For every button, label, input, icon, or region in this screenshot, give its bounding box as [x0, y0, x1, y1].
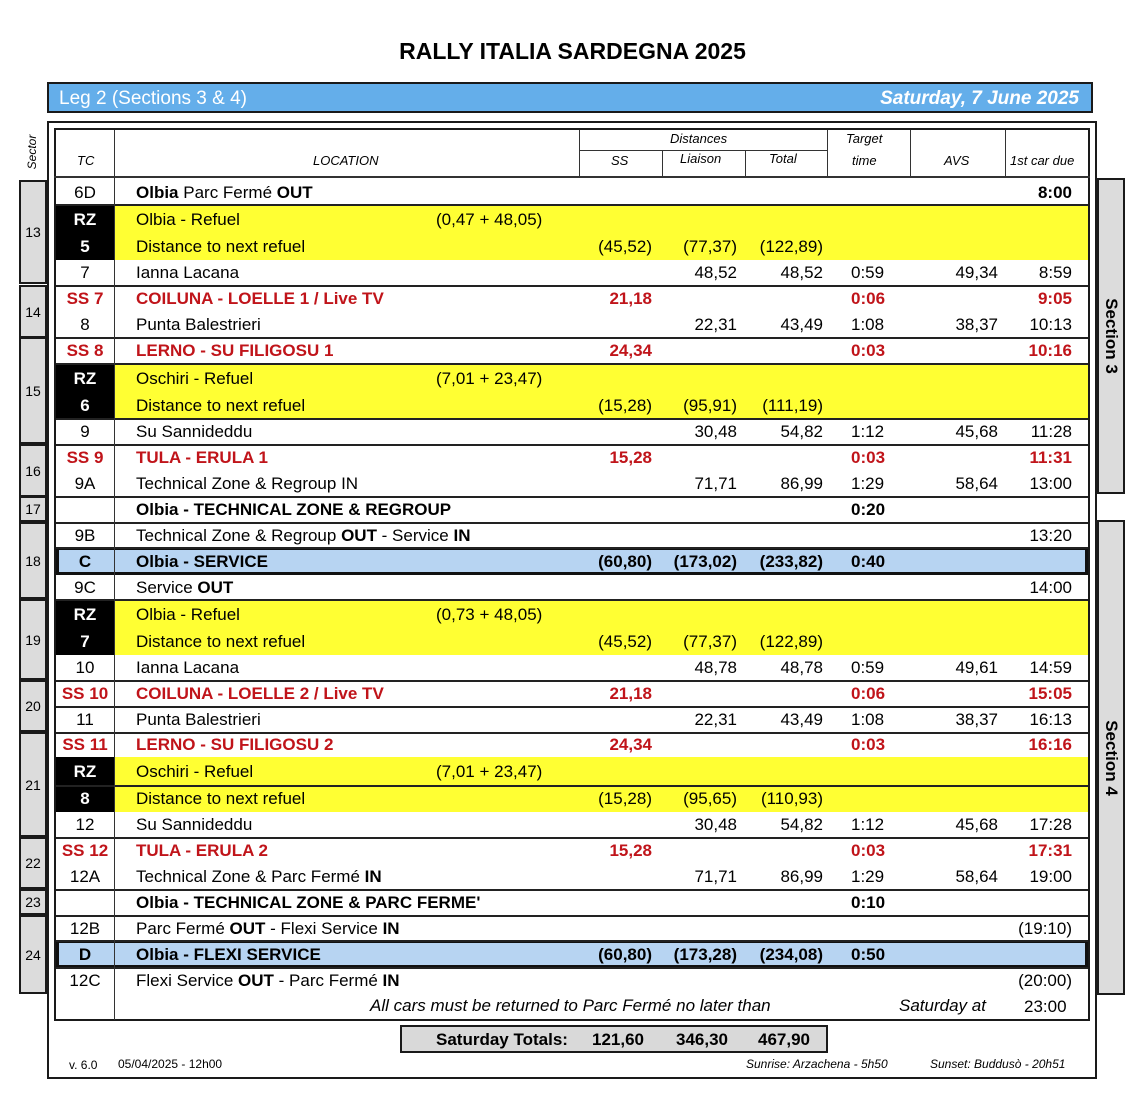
- page-title: RALLY ITALIA SARDEGNA 2025: [399, 38, 746, 64]
- row-location: Olbia - TECHNICAL ZONE & REGROUP: [136, 500, 452, 519]
- row-tc: 12C: [69, 971, 101, 990]
- row-ss: 15,28: [609, 448, 652, 467]
- row-first-car-due: 10:13: [1029, 315, 1072, 334]
- header-distances: Distances: [670, 131, 728, 146]
- row-target-time: 1:12: [851, 815, 885, 834]
- sector-header: Sector: [25, 134, 39, 170]
- row-ss: 21,18: [609, 684, 652, 703]
- row-liaison: (77,37): [683, 237, 737, 256]
- row-first-car-due: 8:00: [1037, 183, 1072, 202]
- row-target-time: 0:40: [851, 551, 886, 571]
- footer-sunrise: Sunrise: Arzachena - 5h50: [746, 1057, 888, 1071]
- header-avs: AVS: [944, 153, 970, 168]
- totals-liaison: 346,30: [676, 1030, 728, 1049]
- row-target-time: 0:06: [851, 289, 886, 308]
- row-location: Olbia - Refuel: [136, 209, 240, 229]
- final-note-text: All cars must be returned to Parc Fermé no later than: [370, 996, 771, 1015]
- row-total: (233,82): [759, 551, 823, 571]
- row-separator: [56, 889, 1088, 891]
- refuel-zone-cell: RZ: [56, 600, 114, 629]
- row-location: Punta Balestrieri: [136, 710, 261, 729]
- row-location: Service OUT: [136, 577, 234, 597]
- row-avs: 58,64: [955, 867, 998, 886]
- row-avs: 49,61: [955, 658, 998, 677]
- row-first-car-due: 11:31: [1029, 448, 1072, 467]
- row-separator: [56, 785, 1088, 787]
- row-separator: [56, 337, 1088, 339]
- row-target-time: 1:29: [851, 867, 885, 886]
- row-liaison: 48,78: [694, 658, 737, 677]
- sector-box: 15: [19, 337, 47, 444]
- leg-date: Saturday, 7 June 2025: [880, 88, 1079, 109]
- row-first-car-due: 13:00: [1029, 474, 1072, 493]
- leg-header-bar: [47, 82, 1093, 113]
- row-ss: (45,52): [598, 632, 652, 651]
- final-note-day: Saturday at: [899, 996, 986, 1015]
- row-tc: 9C: [74, 577, 96, 597]
- row-target-time: 0:50: [851, 944, 886, 964]
- row-avs: 58,64: [955, 474, 998, 493]
- row-tc: 9B: [74, 525, 96, 545]
- row-location: Ianna Lacana: [136, 263, 240, 282]
- totals-ss: 121,60: [592, 1030, 644, 1049]
- row-total: 86,99: [780, 867, 823, 886]
- row-target-time: 1:08: [851, 710, 885, 729]
- row-first-car-due: (19:10): [1018, 918, 1072, 938]
- row-ss: (15,28): [598, 396, 652, 415]
- refuel-highlight: [115, 364, 1088, 393]
- footer-date: 05/04/2025 - 12h00: [118, 1057, 223, 1071]
- sector-box: 13: [19, 180, 47, 284]
- row-first-car-due: 19:00: [1029, 867, 1072, 886]
- row-liaison: 22,31: [694, 315, 737, 334]
- row-first-car-due: 13:20: [1029, 525, 1072, 545]
- row-total: (122,89): [759, 237, 823, 256]
- row-separator: [56, 706, 1088, 708]
- row-location: COILUNA - LOELLE 2 / Live TV: [136, 684, 384, 703]
- sector-box: 14: [19, 285, 47, 338]
- row-separator: [56, 285, 1088, 287]
- row-separator: [56, 599, 1088, 601]
- row-first-car-due: 14:59: [1029, 658, 1072, 677]
- row-location: Distance to next refuel: [136, 237, 306, 256]
- row-ss: 21,18: [609, 289, 652, 308]
- row-total: 48,52: [780, 263, 823, 282]
- row-total: 54,82: [780, 815, 823, 834]
- header-location: LOCATION: [313, 153, 379, 168]
- refuel-highlight: [115, 205, 1088, 234]
- row-tc: 8: [80, 315, 90, 334]
- refuel-distance-note: (0,73 + 48,05): [436, 604, 543, 624]
- row-ss: 15,28: [609, 841, 652, 860]
- header-target: Target: [846, 131, 883, 146]
- totals-label: Saturday Totals:: [436, 1030, 568, 1049]
- row-avs: 45,68: [955, 815, 998, 834]
- row-tc: SS 10: [61, 684, 109, 703]
- row-location: Distance to next refuel: [136, 396, 306, 415]
- sector-box: 17: [19, 496, 47, 522]
- row-separator: [56, 418, 1088, 420]
- row-target-time: 0:59: [851, 263, 885, 282]
- row-avs: 49,34: [955, 263, 998, 282]
- refuel-highlight: [115, 757, 1088, 786]
- footer-version: v. 6.0: [69, 1058, 98, 1072]
- row-location: Olbia - FLEXI SERVICE: [136, 944, 321, 964]
- row-total: 48,78: [780, 658, 823, 677]
- header-ss: SS: [611, 153, 629, 168]
- refuel-zone-cell: 6: [56, 393, 114, 419]
- row-liaison: 71,71: [694, 867, 737, 886]
- row-location: Su Sannideddu: [136, 815, 253, 834]
- row-total: (122,89): [759, 632, 823, 651]
- row-location: Oschiri - Refuel: [136, 761, 254, 781]
- row-first-car-due: 16:13: [1029, 710, 1072, 729]
- row-location: Olbia - Refuel: [136, 604, 240, 624]
- row-target-time: 0:03: [851, 448, 886, 467]
- sector-box: 24: [19, 915, 47, 994]
- sector-box: 18: [19, 522, 47, 599]
- row-tc: 9A: [74, 474, 96, 493]
- row-tc: 11: [76, 710, 94, 729]
- row-total: (234,08): [759, 944, 823, 964]
- sector-box: 23: [19, 889, 47, 915]
- header-first-car: 1st car due: [1010, 153, 1075, 168]
- row-liaison: (95,65): [683, 789, 737, 808]
- row-separator: [56, 547, 1088, 549]
- section-bar: Section 4: [1097, 520, 1125, 995]
- row-liaison: (95,91): [683, 396, 737, 415]
- row-tc: D: [78, 944, 92, 964]
- row-tc: C: [78, 551, 92, 571]
- sector-box: 22: [19, 837, 47, 889]
- row-first-car-due: 16:16: [1028, 735, 1072, 754]
- sector-box: 16: [19, 444, 47, 497]
- refuel-highlight: [115, 600, 1088, 629]
- refuel-distance-note: (0,47 + 48,05): [436, 209, 543, 229]
- row-liaison: (173,28): [673, 944, 737, 964]
- row-separator: [56, 444, 1088, 446]
- row-liaison: (173,02): [673, 551, 737, 571]
- row-first-car-due: 9:05: [1037, 289, 1072, 308]
- row-location: Su Sannideddu: [136, 422, 253, 441]
- row-location: Parc Fermé OUT - Flexi Service IN: [136, 918, 400, 938]
- refuel-distance-note: (7,01 + 23,47): [436, 761, 543, 781]
- sector-box: 21: [19, 732, 47, 837]
- row-ss: 24,34: [609, 735, 652, 754]
- row-location: Distance to next refuel: [136, 789, 306, 808]
- header-tc: TC: [77, 153, 95, 168]
- row-tc: SS 9: [66, 448, 104, 467]
- row-target-time: 1:08: [851, 315, 885, 334]
- row-location: Oschiri - Refuel: [136, 368, 254, 388]
- row-separator: [56, 363, 1088, 365]
- row-total: 54,82: [780, 422, 823, 441]
- row-tc: 9: [80, 422, 90, 441]
- header-liaison: Liaison: [680, 151, 722, 166]
- row-total: 43,49: [780, 315, 823, 334]
- row-location: COILUNA - LOELLE 1 / Live TV: [136, 289, 384, 308]
- row-target-time: 0:59: [851, 658, 885, 677]
- row-target-time: 1:29: [851, 474, 885, 493]
- row-total: (111,19): [762, 396, 823, 415]
- row-liaison: (77,37): [683, 632, 737, 651]
- row-separator: [56, 940, 1088, 942]
- row-location: Olbia - SERVICE: [136, 551, 268, 571]
- row-total: 43,49: [780, 710, 823, 729]
- row-separator: [56, 204, 1088, 206]
- totals-total: 467,90: [758, 1030, 810, 1049]
- row-tc: 10: [75, 658, 95, 677]
- row-tc: SS 8: [66, 341, 104, 360]
- row-location: TULA - ERULA 2: [136, 841, 268, 860]
- row-liaison: 30,48: [694, 815, 737, 834]
- row-location: TULA - ERULA 1: [136, 448, 268, 467]
- row-liaison: 71,71: [694, 474, 737, 493]
- row-avs: 38,37: [955, 710, 998, 729]
- refuel-zone-cell: RZ: [56, 205, 114, 234]
- row-avs: 45,68: [955, 422, 998, 441]
- row-first-car-due: 17:31: [1028, 841, 1072, 860]
- row-target-time: 0:03: [851, 341, 886, 360]
- row-tc: 7: [80, 263, 90, 282]
- refuel-zone-cell: RZ: [56, 757, 114, 786]
- row-ss: (15,28): [598, 789, 652, 808]
- row-first-car-due: (20:00): [1018, 971, 1072, 990]
- final-note-time: 23:00: [1024, 997, 1067, 1016]
- row-first-car-due: 14:00: [1029, 577, 1072, 597]
- row-tc: SS 7: [66, 289, 104, 308]
- row-location: Distance to next refuel: [136, 632, 306, 651]
- row-separator: [56, 837, 1088, 839]
- row-ss: (45,52): [598, 237, 652, 256]
- row-separator: [56, 967, 1088, 969]
- row-separator: [56, 496, 1088, 498]
- sector-box: 20: [19, 680, 47, 732]
- refuel-zone-cell: 5: [56, 234, 114, 260]
- row-total: (110,93): [760, 789, 823, 808]
- row-tc: SS 11: [62, 735, 108, 754]
- row-location: LERNO - SU FILIGOSU 2: [136, 735, 334, 754]
- row-location: LERNO - SU FILIGOSU 1: [136, 341, 334, 360]
- row-location: Ianna Lacana: [136, 658, 240, 677]
- row-liaison: 48,52: [694, 263, 737, 282]
- footer-sunset: Sunset: Buddusò - 20h51: [930, 1057, 1066, 1071]
- leg-label: Leg 2 (Sections 3 & 4): [59, 88, 247, 109]
- row-target-time: 0:03: [851, 735, 886, 754]
- refuel-zone-cell: 8: [56, 786, 114, 812]
- section-bar: Section 3: [1097, 178, 1125, 494]
- row-first-car-due: 17:28: [1029, 815, 1072, 834]
- row-target-time: 1:12: [851, 422, 885, 441]
- row-ss: (60,80): [598, 944, 652, 964]
- row-target-time: 0:20: [851, 500, 886, 519]
- row-first-car-due: 10:16: [1028, 341, 1072, 360]
- row-first-car-due: 11:28: [1030, 422, 1072, 441]
- row-location: Punta Balestrieri: [136, 315, 261, 334]
- row-tc: 12A: [69, 867, 101, 886]
- row-location: Olbia - TECHNICAL ZONE & PARC FERME': [136, 893, 481, 912]
- header-total: Total: [769, 151, 797, 166]
- row-location: Flexi Service OUT - Parc Fermé IN: [136, 971, 400, 990]
- row-separator: [56, 680, 1088, 682]
- row-avs: 38,37: [955, 315, 998, 334]
- row-tc: 12: [75, 815, 95, 834]
- refuel-distance-note: (7,01 + 23,47): [436, 368, 543, 388]
- row-liaison: 30,48: [694, 422, 737, 441]
- tc-column-line: [114, 178, 115, 1020]
- saturday-totals: [400, 1025, 828, 1053]
- refuel-zone-cell: 7: [56, 629, 114, 655]
- row-location: Olbia Parc Fermé OUT: [136, 183, 313, 202]
- row-first-car-due: 8:59: [1038, 263, 1072, 282]
- row-first-car-due: 15:05: [1028, 684, 1072, 703]
- row-ss: 24,34: [609, 341, 652, 360]
- row-tc: SS 12: [61, 841, 109, 860]
- row-tc: 12B: [69, 918, 101, 938]
- row-total: 86,99: [780, 474, 823, 493]
- row-target-time: 0:10: [851, 893, 886, 912]
- sector-box: 19: [19, 599, 47, 680]
- row-target-time: 0:06: [851, 684, 886, 703]
- row-location: Technical Zone & Regroup IN: [136, 474, 359, 493]
- row-tc: 6D: [74, 183, 96, 202]
- row-ss: (60,80): [598, 551, 652, 571]
- row-target-time: 0:03: [851, 841, 886, 860]
- row-liaison: 22,31: [694, 710, 737, 729]
- refuel-zone-cell: RZ: [56, 364, 114, 393]
- header-time: time: [852, 153, 877, 168]
- row-location: Technical Zone & Regroup OUT - Service IN: [136, 525, 471, 545]
- row-location: Technical Zone & Parc Fermé IN: [136, 867, 382, 886]
